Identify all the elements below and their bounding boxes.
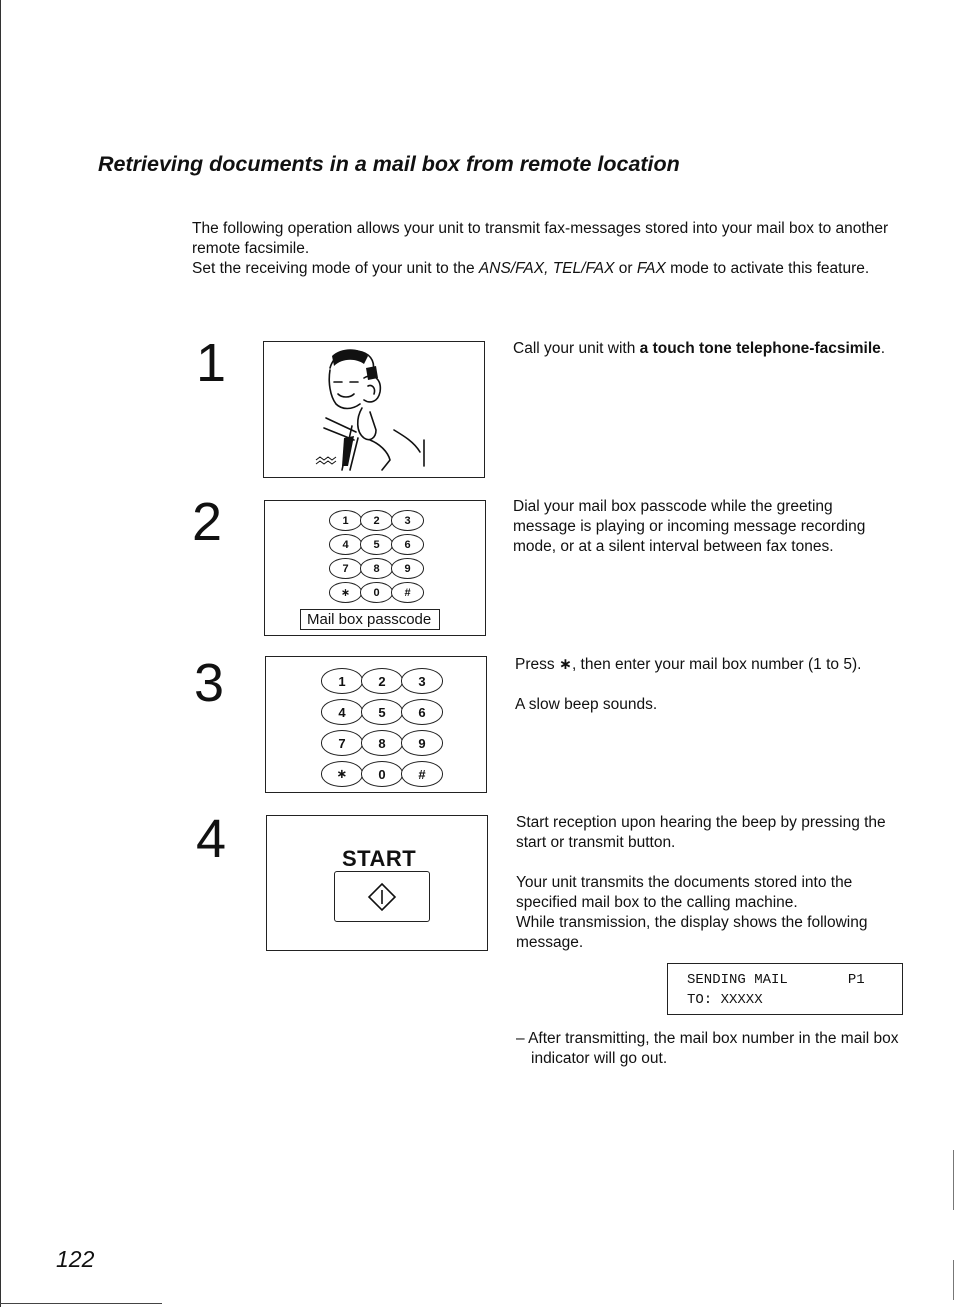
- page-edge: [0, 0, 1, 1307]
- key-5: 5: [360, 534, 393, 555]
- key-6: 6: [391, 534, 424, 555]
- lcd-line-1-right: P1: [847, 972, 865, 988]
- key-star: ∗: [329, 582, 362, 603]
- page-number: 122: [56, 1246, 95, 1272]
- key-7: 7: [329, 558, 362, 579]
- bottom-rule: [0, 1303, 162, 1304]
- intro-text: [192, 219, 892, 279]
- key-1: 1: [321, 668, 363, 694]
- page-title: Retrieving documents in a mail box from remote location: [98, 152, 680, 176]
- keypad-box-large: [265, 656, 487, 793]
- step-2-text: Dial your mail box passcode while the greeting message is playing or incoming message recording mode, or at a silent interval between fax tones.: [513, 498, 866, 555]
- keypad-large: [321, 668, 441, 787]
- key-7: 7: [321, 730, 363, 756]
- key-2: 2: [360, 510, 393, 531]
- key-4: 4: [321, 699, 363, 725]
- keypad-small: [329, 510, 422, 603]
- start-button-box: [266, 815, 488, 951]
- step-2-number: 2: [192, 492, 223, 552]
- key-9: 9: [401, 730, 443, 756]
- step-3-text: Press ∗, then enter your mail box number (1 to 5). A slow beep sounds.: [515, 656, 862, 713]
- key-9: 9: [391, 558, 424, 579]
- lcd-line-2: TO: XXXXX: [687, 992, 763, 1008]
- step-1-number: 1: [196, 333, 227, 393]
- key-3: 3: [401, 668, 443, 694]
- intro-line-1: The following operation allows your unit to transmit fax-messages stored into your mail box to another remote facsimile.: [192, 220, 889, 257]
- intro-line-2: Set the receiving mode of your unit to the ANS/FAX, TEL/FAX or FAX mode to activate this feature.: [192, 260, 870, 277]
- key-2: 2: [361, 668, 403, 694]
- lcd-display: [667, 963, 903, 1015]
- key-8: 8: [360, 558, 393, 579]
- step-1-text: Call your unit with a touch tone telephone-facsimile.: [513, 340, 886, 357]
- key-5: 5: [361, 699, 403, 725]
- start-diamond-icon: [367, 882, 397, 912]
- step-4-text: Start reception upon hearing the beep by pressing the start or transmit button. Your unit transmits the documents stored into the specified mail box to the calling machine. While transmission, the display shows the following message.: [516, 814, 886, 951]
- phone-illustration-box: [263, 341, 485, 478]
- key-0: 0: [360, 582, 393, 603]
- key-8: 8: [361, 730, 403, 756]
- key-hash: #: [391, 582, 424, 603]
- start-label: START: [342, 846, 417, 871]
- lcd-line-1-left: SENDING MAIL: [687, 972, 788, 988]
- after-transmit-note: – After transmitting, the mail box number in the mail box indicator will go out.: [516, 1030, 899, 1067]
- key-star: ∗: [321, 761, 363, 787]
- step-3-number: 3: [194, 653, 225, 713]
- man-on-phone-icon: [264, 342, 483, 476]
- step-4-number: 4: [196, 809, 227, 869]
- key-6: 6: [401, 699, 443, 725]
- key-1: 1: [329, 510, 362, 531]
- key-4: 4: [329, 534, 362, 555]
- key-3: 3: [391, 510, 424, 531]
- start-button: [334, 871, 430, 922]
- key-hash: #: [401, 761, 443, 787]
- key-0: 0: [361, 761, 403, 787]
- mail-box-passcode-caption: Mail box passcode: [300, 609, 440, 630]
